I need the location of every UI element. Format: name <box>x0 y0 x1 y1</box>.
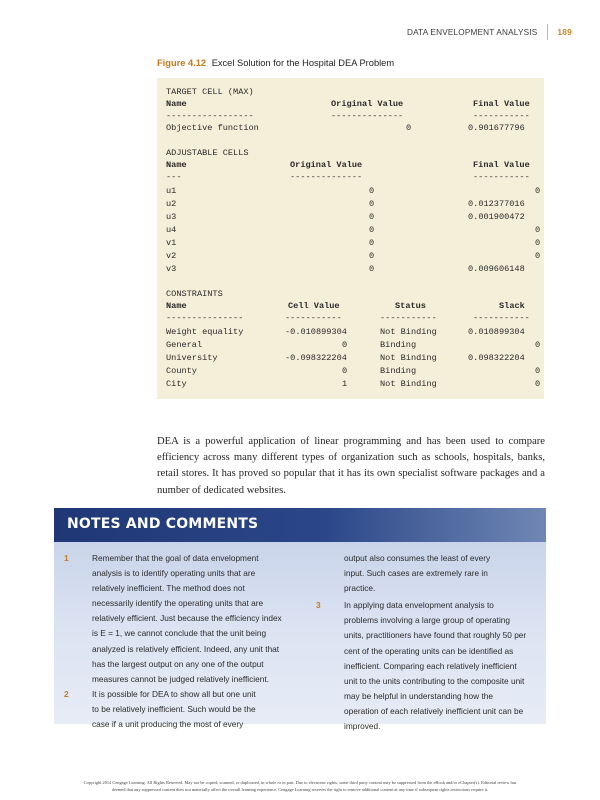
running-head-title: DATA ENVELOPMENT ANALYSIS <box>406 27 538 37</box>
header-name: Name <box>166 99 187 109</box>
note-number: 3 <box>316 600 321 611</box>
constraints-dash-row: --------------- ----------- ----------- ----------- <box>166 313 530 323</box>
body-paragraph: DEA is a powerful application of linear programming and has been used to compare efficiency across many different types of organization such as schools, hospitals, banks, retail stores. It has proved so popular that it has its own specialist software packages and a number of dedicated websites. <box>157 436 545 496</box>
notes-column-left <box>64 551 302 732</box>
table-row: v1 0 0 <box>166 238 541 248</box>
table-row: u3 0 0.001900472 <box>166 212 525 222</box>
note-item-continued: output also consumes the least of every input. Such cases are extremely rare in practice. <box>344 553 491 594</box>
table-row: u1 0 0 <box>166 186 541 196</box>
table-row: u4 0 0 <box>166 225 541 235</box>
notes-heading: NOTES AND COMMENTS <box>67 516 259 532</box>
page-number: 189 <box>557 27 572 37</box>
adjustable-dash-row: --- -------------- ----------- <box>166 172 530 182</box>
constraints-header-row: Name Cell Value Status Slack <box>166 301 525 311</box>
table-row: Weight equality -0.010899304 Not Binding 0.010899304 <box>166 327 525 337</box>
constraints-heading: CONSTRAINTS <box>166 289 223 299</box>
running-head <box>407 23 572 41</box>
adjustable-cells-heading: ADJUSTABLE CELLS <box>166 148 249 158</box>
notes-and-comments <box>54 542 546 732</box>
figure-label: Figure 4.12 <box>157 58 207 68</box>
table-row: University -0.098322204 Not Binding 0.098322204 <box>166 353 525 363</box>
notes-column-right <box>316 551 546 734</box>
table-row: v3 0 0.009606148 <box>166 264 525 274</box>
note-item: 2 It is possible for DEA to show all but one unit to be relatively inefficient. Such would be the case if a unit producing the most of every <box>64 688 256 730</box>
table-row: City 1 Not Binding 0 <box>166 379 541 389</box>
notes-header <box>54 508 546 542</box>
note-item: 3 In applying data envelopment analysis to problems involving a large group of operating units, practitioners have found that roughly 50 per cent of the operating units can be identified as inefficient. Comparing each relatively inefficient unit to the units contributing to the composite unit may be helpful in understanding how the operation of each relatively inefficient unit can be improved. <box>316 600 527 732</box>
table-row: General 0 Binding 0 <box>166 340 541 350</box>
note-item: 1 Remember that the goal of data envelopment analysis is to identify operating units that are relatively inefficient. The method does not necessarily identify the operating units that are relatively efficient. Just because the efficiency index is E = 1, we cannot conclude that the unit being analyzed is relatively efficient. Indeed, any unit that has the largest output on any one of the output measures cannot be judged relatively inefficient. <box>64 553 282 684</box>
target-cell-heading: TARGET CELL (MAX) <box>166 87 254 97</box>
table-row: Objective function 0 0.901677796 <box>166 123 525 133</box>
excel-solution-output <box>157 78 544 399</box>
note-number: 1 <box>64 553 69 563</box>
adjustable-header-row: Name Original Value Final Value <box>166 160 530 170</box>
table-row: County 0 Binding 0 <box>166 366 541 376</box>
target-dash-row: ----------------- -------------- ----------- <box>166 111 530 121</box>
note-number: 2 <box>64 688 69 699</box>
table-row: v2 0 0 <box>166 251 541 261</box>
figure-caption <box>157 58 394 68</box>
header-final-value: Final Value <box>473 99 530 109</box>
target-header-row <box>157 98 544 110</box>
header-original-value: Original Value <box>331 99 404 109</box>
figure-title: Excel Solution for the Hospital DEA Problem <box>211 58 395 68</box>
copyright-notice: Copyright 2014 Cengage Learning. All Rights Reserved. May not be copied, scanned, or duplicated, in whole or in part. Due to electronic rights, some third party content may be suppressed from the eBook and/or eChapter(s). Editorial review has deemed that any suppressed content does not materially affect the overall learning experience. Cengage Learning reserves the right to remove additional content at any time if subsequent rights restrictions require it. <box>83 780 517 792</box>
table-row: u2 0 0.012377016 <box>166 199 525 209</box>
